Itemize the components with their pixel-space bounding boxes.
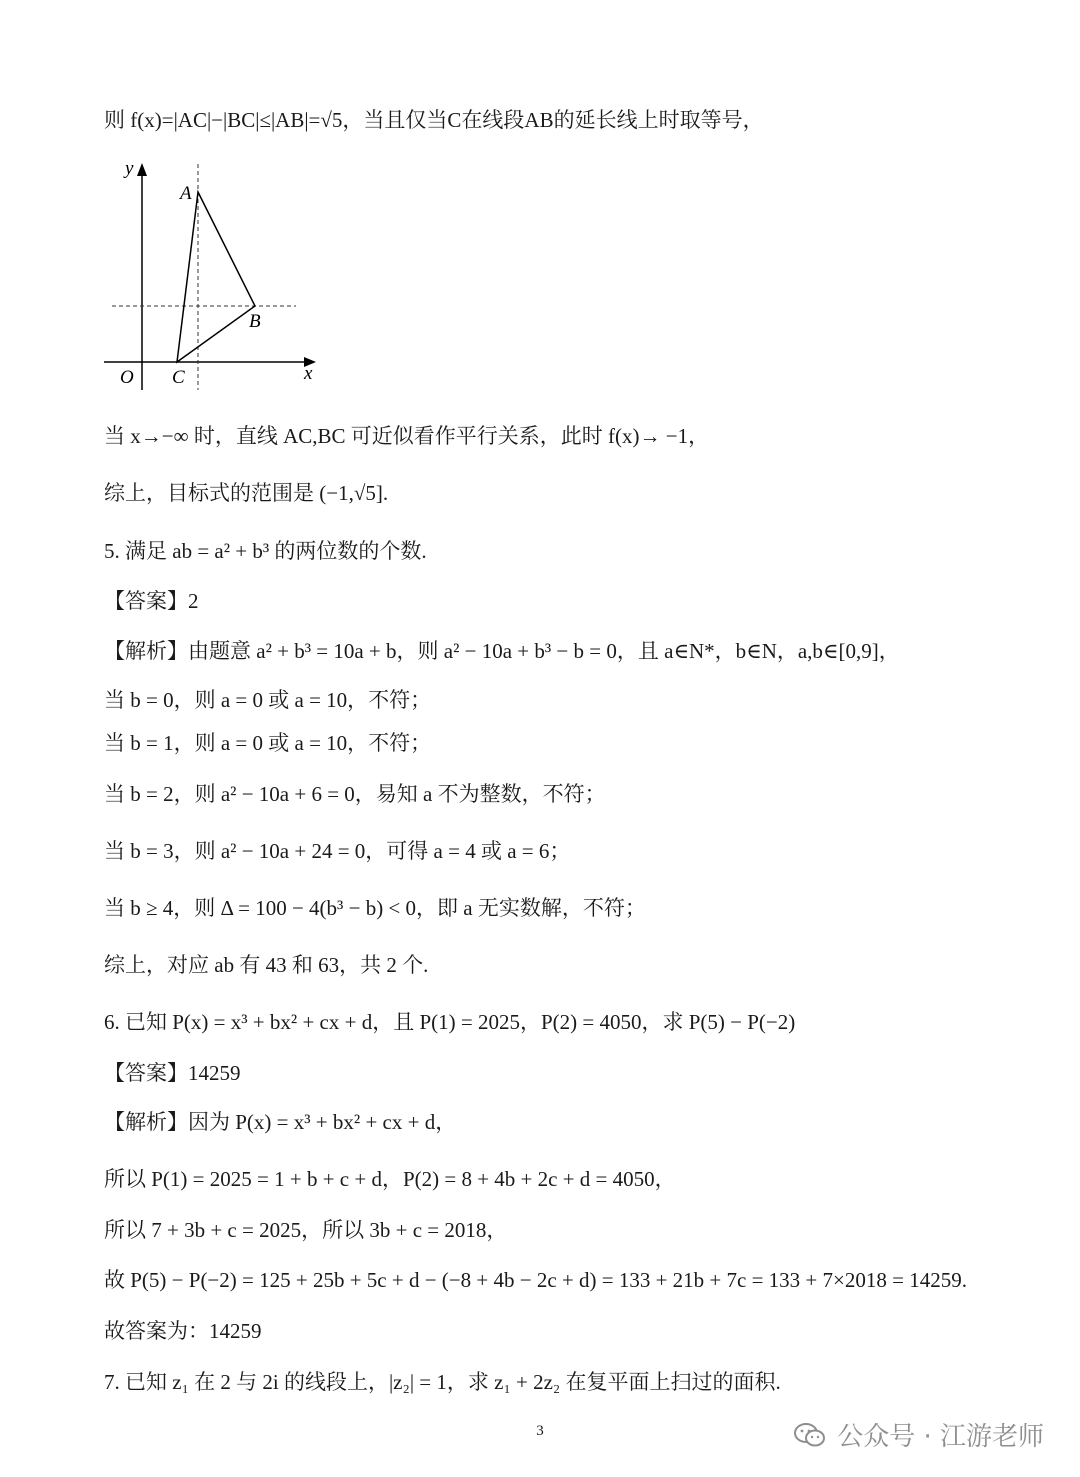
text-line-1: 则 f(x)=|AC|−|BC|≤|AB|=√5，当且仅当C在线段AB的延长线上时取等号， [104,108,764,132]
solution-6-line-2: 所以 P(1) = 2025 = 1 + b + c + d，P(2) = 8 + 4b + 2c + d = 4050， [104,1167,676,1191]
solution-5-line-6: 当 b ≥ 4，则 Δ = 100 − 4(b³ − b) < 0，即 a 无实数解，不符； [104,896,646,920]
watermark [793,1416,1044,1453]
solution-5-line-3: 当 b = 1，则 a = 0 或 a = 10，不符； [104,731,432,755]
label-x: x [304,363,313,384]
label-a: A [180,183,192,204]
solution-5-line-2: 当 b = 0，则 a = 0 或 a = 10，不符； [104,688,432,712]
wechat-icon [793,1422,827,1448]
triangle-abc [177,192,255,362]
label-c: C [172,367,185,388]
y-axis-arrow [137,163,147,176]
solution-5-line-5: 当 b = 3，则 a² − 10a + 24 = 0，可得 a = 4 或 a = 6； [104,839,571,863]
text-line-3: 综上，目标式的范围是 (−1,√5]. [104,481,389,505]
solution-6-line-5: 故答案为：14259 [104,1319,262,1343]
question-5: 5. 满足 ab = a² + b³ 的两位数的个数. [104,539,427,563]
text-line-2: 当 x→−∞ 时，直线 AC,BC 可近似看作平行关系，此时 f(x)→ −1， [104,424,710,448]
answer-5: 【答案】2 [104,589,199,613]
answer-6: 【答案】14259 [104,1061,241,1085]
page-number: 3 [536,1423,544,1439]
label-y: y [125,158,134,179]
label-o: O [120,367,134,388]
solution-5-line-1: 【解析】由题意 a² + b³ = 10a + b，则 a² − 10a + b³ − b = 0，且 a∈N*，b∈N，a,b∈[0,9]， [104,639,900,663]
solution-6-line-1: 【解析】因为 P(x) = x³ + bx² + cx + d， [104,1110,457,1134]
question-6: 6. 已知 P(x) = x³ + bx² + cx + d，且 P(1) = 2025，P(2) = 4050，求 P(5) − P(−2) [104,1010,796,1034]
coordinate-figure [98,150,328,395]
solution-6-line-4: 故 P(5) − P(−2) = 125 + 25b + 5c + d − (−8 + 4b − 2c + d) = 133 + 21b + 7c = 133 + 7×2018 = 14259. [104,1268,967,1292]
watermark-text: 公众号 · 江游老师 [837,1422,1044,1452]
question-7: 7. 已知 z₁ 在 2 与 2i 的线段上，|z₂| = 1，求 z₁ + 2z₂ 在复平面上扫过的面积. [104,1370,781,1394]
solution-5-line-7: 综上，对应 ab 有 43 和 63，共 2 个. [104,953,429,977]
solution-6-line-3: 所以 7 + 3b + c = 2025，所以 3b + c = 2018， [104,1218,508,1242]
solution-5-line-4: 当 b = 2，则 a² − 10a + 6 = 0，易知 a 不为整数，不符； [104,782,606,806]
label-b: B [249,311,261,332]
